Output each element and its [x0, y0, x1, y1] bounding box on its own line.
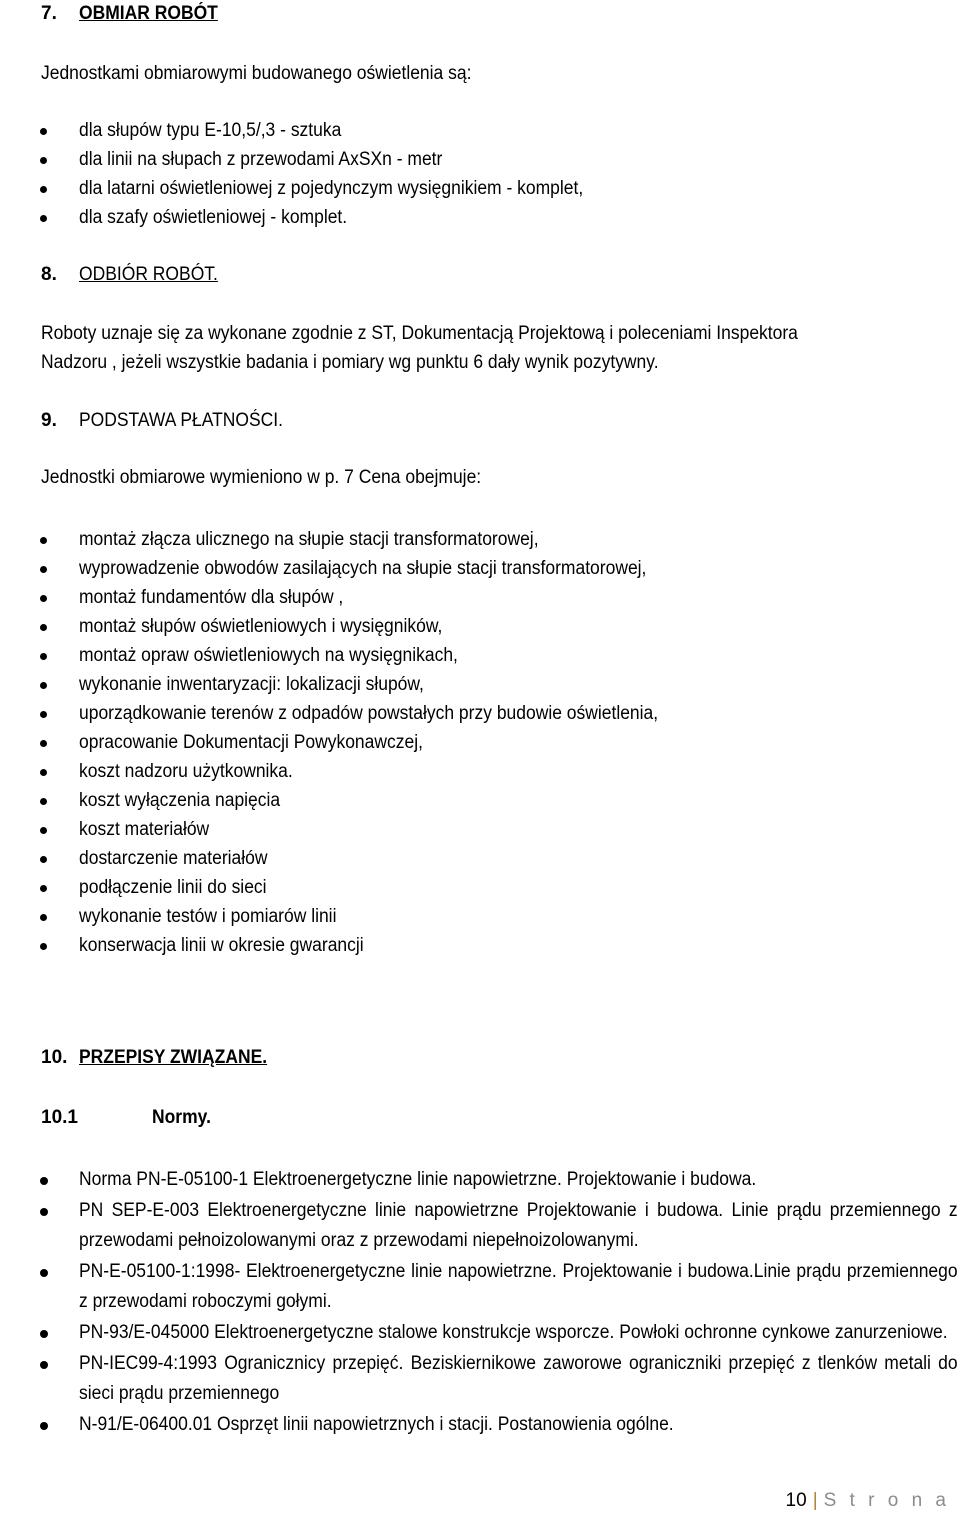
section-7-intro: Jednostkami obmiarowymi budowanego oświetlenia są:: [41, 63, 472, 84]
list-item: PN-93/E-045000 Elektroenergetyczne stalowe konstrukcje wsporcze. Powłoki ochronne cynkowe zanurzeniowe.: [0, 1318, 960, 1348]
section-9-title: PODSTAWA PŁATNOŚCI.: [79, 410, 283, 431]
list-item: dostarczenie materiałów: [0, 844, 960, 873]
list-item: wykonanie inwentaryzacji: lokalizacji słupów,: [0, 670, 960, 699]
section-7-number: 7.: [41, 3, 57, 24]
section-8-paragraph: Roboty uznaje się za wykonane zgodnie z ST, Dokumentacją Projektową i poleceniami Inspektora Nadzoru , jeżeli wszystkie badania i pomiary wg punktu 6 dały wynik pozytywny.: [41, 323, 798, 373]
list-item: PN-IEC99-4:1993 Ogranicznicy przepięć. Beziskiernikowe zaworowe ograniczniki przepięć z tlenków metali do sieci prądu przemiennego: [0, 1349, 960, 1409]
list-item: opracowanie Dokumentacji Powykonawczej,: [0, 728, 960, 757]
bullet-icon: [40, 653, 47, 660]
section-8-title: ODBIÓR ROBÓT.: [79, 264, 218, 285]
section-10-1-title: Normy.: [152, 1107, 211, 1128]
section-10-heading: [41, 1047, 283, 1069]
section-8-number: 8.: [41, 264, 57, 285]
list-item: dla latarni oświetleniowej z pojedynczym wysięgnikiem - komplet,: [0, 174, 960, 203]
bullet-icon: [40, 1208, 48, 1216]
list-item: montaż opraw oświetleniowych na wysięgnikach,: [0, 641, 960, 670]
bullet-icon: [40, 128, 47, 135]
list-item: wykonanie testów i pomiarów linii: [0, 902, 960, 931]
list-item: PN-E-05100-1:1998- Elektroenergetyczne linie napowietrzne. Projektowanie i budowa.Linie prądu przemiennego z przewodami roboczymi gołymi.: [0, 1257, 960, 1317]
section-9-intro: Jednostki obmiarowe wymieniono w p. 7 Cena obejmuje:: [41, 467, 482, 488]
list-item: koszt wyłączenia napięcia: [0, 786, 960, 815]
section-7-list: [0, 116, 960, 232]
list-item: dla słupów typu E-10,5/,3 - sztuka: [0, 116, 960, 145]
section-10-1-number: 10.1: [41, 1107, 78, 1128]
section-8-heading: [41, 264, 230, 286]
bullet-icon: [40, 624, 47, 631]
bullet-icon: [40, 798, 47, 805]
bullet-icon: [40, 1269, 48, 1277]
bullet-icon: [40, 537, 47, 544]
norms-list: [0, 1165, 960, 1441]
bullet-icon: [40, 682, 47, 689]
bullet-icon: [40, 186, 47, 193]
bullet-icon: [40, 769, 47, 776]
bullet-icon: [40, 1361, 48, 1369]
list-item: uporządkowanie terenów z odpadów powstałych przy budowie oświetlenia,: [0, 699, 960, 728]
list-item: N-91/E-06400.01 Osprzęt linii napowietrznych i stacji. Postanowienia ogólne.: [0, 1410, 960, 1440]
bullet-icon: [40, 1177, 48, 1185]
section-9-number: 9.: [41, 410, 57, 431]
list-item: dla szafy oświetleniowej - komplet.: [0, 203, 960, 232]
page-footer: [786, 1490, 950, 1512]
bullet-icon: [40, 215, 47, 222]
section-7-title: OBMIAR ROBÓT: [79, 3, 218, 24]
section-10-1-heading: [41, 1107, 216, 1129]
bullet-icon: [40, 595, 47, 602]
list-item: podłączenie linii do sieci: [0, 873, 960, 902]
bullet-icon: [40, 157, 47, 164]
section-10-title: PRZEPISY ZWIĄZANE.: [79, 1047, 268, 1068]
bullet-icon: [40, 566, 47, 573]
list-item: Norma PN-E-05100-1 Elektroenergetyczne linie napowietrzne. Projektowanie i budowa.: [0, 1165, 960, 1195]
bullet-icon: [40, 1330, 48, 1338]
section-9-list: [0, 525, 960, 960]
list-item: montaż złącza ulicznego na słupie stacji transformatorowej,: [0, 525, 960, 554]
list-item: koszt materiałów: [0, 815, 960, 844]
bullet-icon: [40, 711, 47, 718]
bullet-icon: [40, 943, 47, 950]
bullet-icon: [40, 914, 47, 921]
bullet-icon: [40, 856, 47, 863]
bullet-icon: [40, 740, 47, 747]
bullet-icon: [40, 885, 47, 892]
footer-label: S t r o n a: [823, 1490, 950, 1511]
list-item: montaż fundamentów dla słupów ,: [0, 583, 960, 612]
footer-separator: |: [812, 1490, 818, 1511]
list-item: wyprowadzenie obwodów zasilających na słupie stacji transformatorowej,: [0, 554, 960, 583]
bullet-icon: [40, 1422, 48, 1430]
bullet-icon: [40, 827, 47, 834]
section-9-heading: [41, 410, 301, 432]
list-item: montaż słupów oświetleniowych i wysięgników,: [0, 612, 960, 641]
section-10-number: 10.: [41, 1047, 68, 1068]
list-item: konserwacja linii w okresie gwarancji: [0, 931, 960, 960]
list-item: dla linii na słupach z przewodami AxSXn - metr: [0, 145, 960, 174]
section-7-heading: [41, 3, 230, 25]
page-number: 10: [785, 1490, 807, 1511]
list-item: koszt nadzoru użytkownika.: [0, 757, 960, 786]
list-item: PN SEP-E-003 Elektroenergetyczne linie napowietrzne Projektowanie i budowa. Linie prądu przemiennego z przewodami pełnoizolowanymi oraz z przewodami niepełnoizolowanymi.: [0, 1196, 960, 1256]
